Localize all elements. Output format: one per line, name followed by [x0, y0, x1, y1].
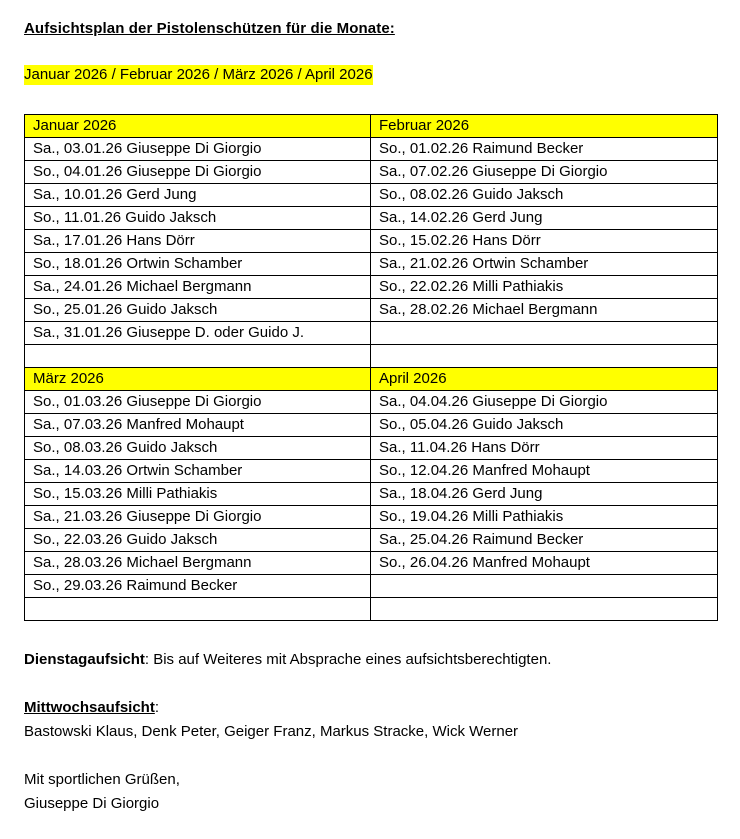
schedule-cell: So., 25.01.26 Guido Jaksch	[25, 299, 371, 322]
closing-greeting: Mit sportlichen Grüßen,	[24, 771, 180, 788]
table-row	[25, 506, 718, 529]
schedule-cell: Sa., 04.04.26 Giuseppe Di Giorgio	[371, 391, 718, 414]
schedule-cell: So., 26.04.26 Manfred Mohaupt	[371, 552, 718, 575]
table-row	[25, 529, 718, 552]
schedule-cell: So., 08.03.26 Guido Jaksch	[25, 437, 371, 460]
schedule-cell	[25, 345, 371, 368]
table-row	[25, 276, 718, 299]
tuesday-text: : Bis auf Weiteres mit Absprache eines aufsichtsberechtigten.	[144, 651, 552, 668]
wednesday-names: Bastowski Klaus, Denk Peter, Geiger Franz, Markus Stracke, Wick Werner	[24, 723, 519, 740]
table-row	[25, 437, 718, 460]
schedule-cell: Sa., 11.04.26 Hans Dörr	[371, 437, 718, 460]
schedule-cell: So., 12.04.26 Manfred Mohaupt	[371, 460, 718, 483]
table-row	[25, 299, 718, 322]
table-row	[25, 391, 718, 414]
table-row	[25, 184, 718, 207]
schedule-cell: Sa., 14.02.26 Gerd Jung	[371, 207, 718, 230]
schedule-cell: Sa., 18.04.26 Gerd Jung	[371, 483, 718, 506]
tuesday-label: Dienstagaufsicht	[24, 651, 145, 668]
schedule-cell: Sa., 07.02.26 Giuseppe Di Giorgio	[371, 161, 718, 184]
schedule-cell: Sa., 28.03.26 Michael Bergmann	[25, 552, 371, 575]
months-subtitle: Januar 2026 / Februar 2026 / März 2026 / April 2026	[24, 66, 373, 83]
schedule-cell: Sa., 03.01.26 Giuseppe Di Giorgio	[25, 138, 371, 161]
month-header-cell: Januar 2026	[25, 115, 371, 138]
schedule-cell: So., 18.01.26 Ortwin Schamber	[25, 253, 371, 276]
month-header-row	[25, 368, 718, 391]
closing-signature: Giuseppe Di Giorgio	[24, 795, 160, 812]
schedule-cell: So., 15.02.26 Hans Dörr	[371, 230, 718, 253]
schedule-cell: So., 22.03.26 Guido Jaksch	[25, 529, 371, 552]
schedule-cell: Sa., 17.01.26 Hans Dörr	[25, 230, 371, 253]
schedule-cell: Sa., 25.04.26 Raimund Becker	[371, 529, 718, 552]
schedule-cell: Sa., 14.03.26 Ortwin Schamber	[25, 460, 371, 483]
schedule-cell: Sa., 24.01.26 Michael Bergmann	[25, 276, 371, 299]
schedule-cell: Sa., 10.01.26 Gerd Jung	[25, 184, 371, 207]
month-header-cell: Februar 2026	[371, 115, 718, 138]
schedule-cell: So., 19.04.26 Milli Pathiakis	[371, 506, 718, 529]
wednesday-heading	[24, 698, 159, 718]
schedule-cell: So., 08.02.26 Guido Jaksch	[371, 184, 718, 207]
table-row	[25, 161, 718, 184]
table-row	[25, 207, 718, 230]
table-row	[25, 483, 718, 506]
table-row	[25, 253, 718, 276]
month-header-cell: April 2026	[371, 368, 718, 391]
schedule-cell	[371, 345, 718, 368]
schedule-cell	[371, 598, 718, 621]
schedule-cell	[371, 575, 718, 598]
schedule-cell: Sa., 28.02.26 Michael Bergmann	[371, 299, 718, 322]
schedule-cell: So., 15.03.26 Milli Pathiakis	[25, 483, 371, 506]
schedule-cell: Sa., 21.02.26 Ortwin Schamber	[371, 253, 718, 276]
schedule-cell: Sa., 31.01.26 Giuseppe D. oder Guido J.	[25, 322, 371, 345]
table-row	[25, 230, 718, 253]
table-row	[25, 345, 718, 368]
wednesday-label: Mittwochsaufsicht	[24, 699, 155, 716]
table-row	[25, 598, 718, 621]
schedule-cell: Sa., 21.03.26 Giuseppe Di Giorgio	[25, 506, 371, 529]
wednesday-colon: :	[154, 699, 160, 716]
schedule-table	[24, 114, 718, 621]
schedule-cell: So., 01.03.26 Giuseppe Di Giorgio	[25, 391, 371, 414]
schedule-cell: So., 04.01.26 Giuseppe Di Giorgio	[25, 161, 371, 184]
month-header-cell: März 2026	[25, 368, 371, 391]
schedule-cell: So., 05.04.26 Guido Jaksch	[371, 414, 718, 437]
tuesday-paragraph	[24, 650, 551, 670]
table-row	[25, 552, 718, 575]
schedule-cell	[371, 322, 718, 345]
month-header-row	[25, 115, 718, 138]
schedule-cell: So., 29.03.26 Raimund Becker	[25, 575, 371, 598]
schedule-cell: So., 11.01.26 Guido Jaksch	[25, 207, 371, 230]
schedule-cell: So., 22.02.26 Milli Pathiakis	[371, 276, 718, 299]
table-row	[25, 575, 718, 598]
schedule-cell	[25, 598, 371, 621]
table-row	[25, 414, 718, 437]
document-title: Aufsichtsplan der Pistolenschützen für die Monate:	[24, 20, 395, 37]
schedule-cell: So., 01.02.26 Raimund Becker	[371, 138, 718, 161]
table-row	[25, 322, 718, 345]
table-row	[25, 138, 718, 161]
schedule-table-body	[25, 115, 718, 621]
schedule-cell: Sa., 07.03.26 Manfred Mohaupt	[25, 414, 371, 437]
table-row	[25, 460, 718, 483]
